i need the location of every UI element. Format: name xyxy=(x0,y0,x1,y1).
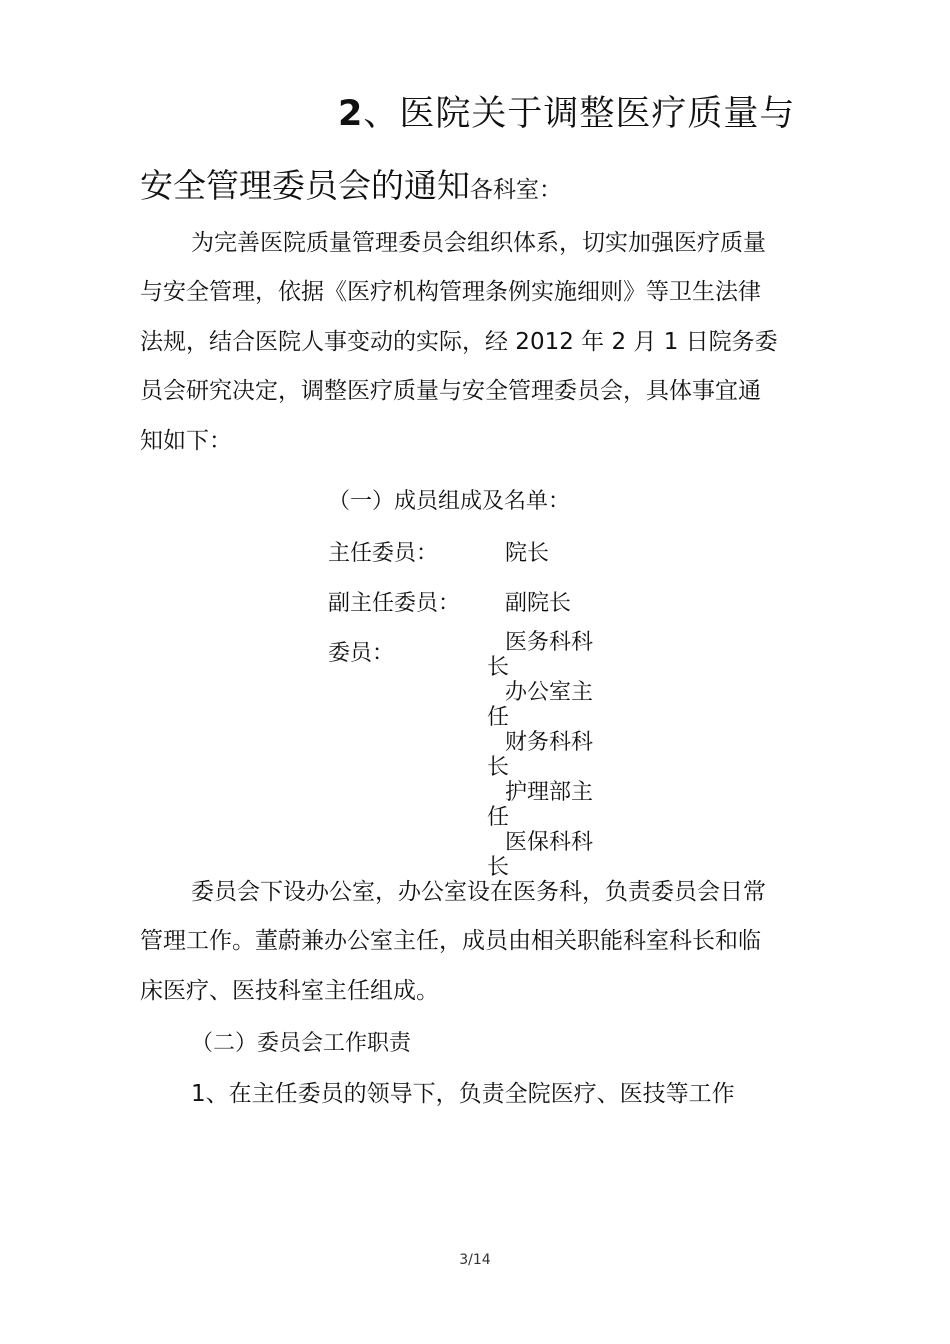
member-text: 财务科科 xyxy=(505,730,594,755)
members-label: 委员： xyxy=(328,641,395,666)
member-item xyxy=(487,725,627,780)
intro-line-5: 知如下： xyxy=(140,428,232,454)
member-text-wrap: 任 xyxy=(487,705,510,730)
salutation: 各科室： xyxy=(470,177,562,203)
intro-line-4: 员会研究决定，调整医疗质量与安全管理委员会，具体事宜通 xyxy=(140,378,761,404)
title-text-1: 、医院关于调整医疗质量与 xyxy=(363,94,796,134)
director-label: 主任委员： xyxy=(328,541,439,566)
section-1-heading: （一）成员组成及名单： xyxy=(328,489,571,514)
section-2-heading: （二）委员会工作职责 xyxy=(191,1031,412,1056)
intro-line-1: 为完善医院质量管理委员会组织体系，切实加强医疗质量 xyxy=(191,230,766,256)
office-line-2: 管理工作。董蔚兼办公室主任，成员由相关职能科室科长和临 xyxy=(140,928,761,954)
member-text: 医保科科 xyxy=(505,830,594,855)
section-2-item-1: 1、在主任委员的领导下，负责全院医疗、医技等工作 xyxy=(191,1081,735,1107)
intro-line-3: 法规，结合医院人事变动的实际，经 2012 年 2 月 1 日院务委 xyxy=(140,329,778,355)
document-title-line-2 xyxy=(140,160,562,207)
document-title-line-1 xyxy=(338,86,795,136)
vice-director-label: 副主任委员： xyxy=(328,591,461,616)
member-text: 办公室主 xyxy=(505,680,594,705)
office-line-1: 委员会下设办公室，办公室设在医务科，负责委员会日常 xyxy=(191,879,766,905)
member-text: 护理部主 xyxy=(505,780,594,805)
member-text-wrap: 长 xyxy=(487,655,510,680)
title-number: 2 xyxy=(338,94,364,134)
member-text-wrap: 长 xyxy=(487,855,510,880)
director-value: 院长 xyxy=(505,541,550,566)
vice-director-value: 副院长 xyxy=(505,591,572,616)
member-list xyxy=(487,625,627,880)
member-item xyxy=(487,625,627,680)
page-number: 3/14 xyxy=(459,1252,491,1268)
member-text: 医务科科 xyxy=(505,630,594,655)
member-text-wrap: 任 xyxy=(487,805,510,830)
member-text-wrap: 长 xyxy=(487,755,510,780)
member-item xyxy=(487,775,627,830)
office-line-3: 床医疗、医技科室主任组成。 xyxy=(140,978,439,1004)
title-text-2: 安全管理委员会的通知 xyxy=(140,166,470,205)
intro-line-2: 与安全管理，依据《医疗机构管理条例实施细则》等卫生法律 xyxy=(140,279,761,305)
member-item xyxy=(487,675,627,730)
